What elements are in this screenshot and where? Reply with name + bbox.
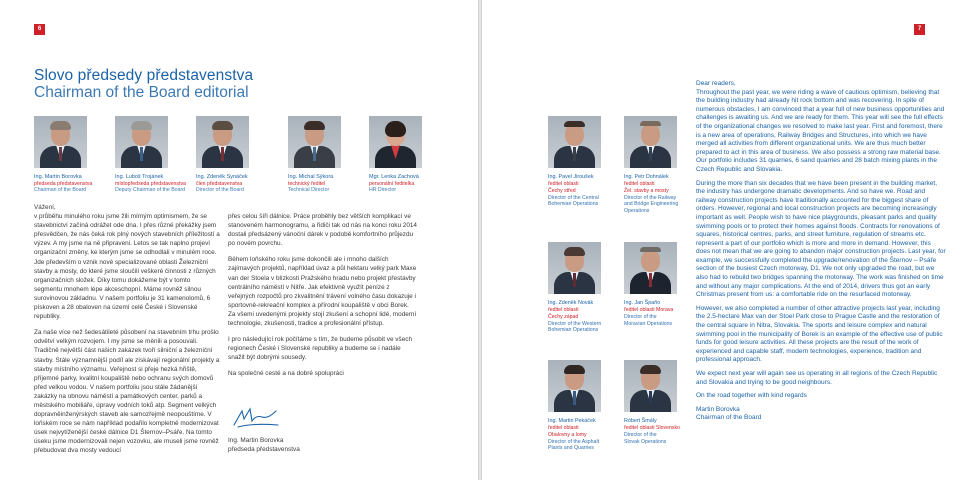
portrait-photo bbox=[548, 360, 601, 412]
director-role-en: Director of the Moravian Operations bbox=[624, 313, 673, 327]
director-role-en: Director of the Slovak Operations bbox=[624, 431, 667, 445]
member-role-cz: personální ředitelka bbox=[369, 180, 415, 187]
portrait-photo bbox=[196, 116, 249, 168]
director-2 bbox=[624, 116, 704, 215]
board-member-2 bbox=[115, 116, 205, 194]
editorial-column-1 bbox=[34, 203, 220, 456]
board-member-5 bbox=[369, 116, 459, 194]
paragraph: On the road together with kind regards bbox=[696, 392, 807, 400]
page-number-left: 6 bbox=[34, 24, 45, 35]
member-role-cz: předseda představenstva bbox=[34, 180, 93, 187]
director-role-en: Director of the Central Bohemian Operations bbox=[548, 194, 599, 208]
paragraph: However, we also completed a number of other attractive projects last year, including the 2.5-hectare Max van der Stoel Park close to Prague Castle and the restoration of the central square in Nitra, Slovakia. The sports and leisure complex and natural swimming pool in the municipality of Borek is an example of the effective use of public funds for good leisure activities. All these projects are the result of the work of experienced and capable staff, modern technologies, experience, tradition and professional approach. bbox=[696, 304, 943, 364]
member-name: Ing. Martin Borovka bbox=[34, 174, 82, 180]
page-number-right: 7 bbox=[914, 24, 925, 35]
paragraph: Vážení, v průběhu minulého roku jsme žili mírným optimismem, že se stavebnictví začíná odrážet ode dna. I přes různé překážky jsem přesvědčen, že nás čeká rok plný nových stavebních příležitostí a výzev. A my jsme na ně připraveni. Letos se tak naplno projeví organizační změny, ke kterým jsme se odhodlali v minulém roce. Jde především o vznik nové specializované oblasti Železniční stavby a mosty, do které jsme sloučili veškeré činnosti z různých organizačních složek. Díky tomu dokážeme být v tomto segmentu mnohem lépe akceschopní. Máme rovněž silnou surovinovou základnu. V našem portfoliu je 31 kamenolomů, 6 pískoven a 28 obaloven na území celé České i Slovenské republiky. bbox=[34, 204, 220, 321]
paragraph: During the more than six decades that we have been present in the building market, the industry has undergone dramatic developments. And so have we. Road and railway construction projects have traditionally accounted for the biggest share of orders. However, regional and local construction projects are becoming increasingly important as well. People wish to have nice playgrounds, pleasant parks and quality swimming pools or to protect their homes against floods. Contracts for renovations of squares, historical centres, parks, and street furniture, regulation of streams etc. represent a part of our portfolio which is more and more in demand. However, this does not mean that we are going to abandon major construction projects. Last year, for example, we successfully completed the upgrade/renovation of the Šternov – Psáře section of the busiest Czech motorway, D1. We not only upgraded the road, but we also had to rebuild two bridges spanning the motorway. The work was finished on time and without any major complications. At the end of 2014, drivers thus got an early Christmas present from us: a comfortable ride on the resurfaced motorway. bbox=[696, 179, 946, 299]
portrait-photo bbox=[34, 116, 87, 168]
member-role-en: Technical Director bbox=[288, 187, 330, 194]
director-role-cz: ředitel oblasti Žel. stavby a mosty bbox=[624, 181, 669, 194]
director-role-cz: ředitel oblasti Čechy střed bbox=[548, 181, 579, 194]
member-role-cz: technický ředitel bbox=[288, 180, 326, 187]
board-member-1 bbox=[34, 116, 124, 194]
director-role-en: Director of the Railway and Bridge Engineering Operations bbox=[624, 194, 679, 215]
director-role-en: Director of the Asphalt Plants and Quarries bbox=[548, 438, 600, 452]
member-name: Ing. Michal Sýkora bbox=[288, 174, 334, 180]
director-name: Ing. Pavel Jiroušek bbox=[548, 174, 594, 180]
signature-block: Martin Borovka Chairman of the Board bbox=[696, 405, 762, 422]
director-name: Ing. Jan Špaňo bbox=[624, 300, 661, 306]
member-role-en: HR Director bbox=[369, 187, 397, 194]
member-role-cz: člen představenstva bbox=[196, 180, 243, 187]
portrait-photo bbox=[548, 242, 601, 294]
paragraph: We expect next year will again see us operating in all regions of the Czech Republic and Slovakia and trying to be good neighbours. bbox=[696, 370, 938, 386]
director-name: Ing. Martin Pekáček bbox=[548, 418, 596, 424]
signature-role: předseda představenstva bbox=[228, 446, 300, 453]
paragraph: Během loňského roku jsme dokončili ale i mnoho dalších zajímavých projektů, například úvaz a půl hektaru velký park Maxe van der Stoela v blízkosti Pražského hradu nebo projekt přestavby centrálního náměstí v Nitře. Jak efektivně využít peníze z veřejných rozpočtů pro zkvalitnění trávení volného času dokazuje i sportovně-rekreační komplex a přírodní koupaliště v obci Borek. Za všemi uvedenými projekty stojí zkušení a schopní lidé, moderní technologie, zkušenosti, tradice a profesionální přístup. bbox=[228, 256, 417, 328]
editorial-english bbox=[696, 80, 946, 428]
portrait-photo bbox=[624, 242, 677, 294]
portrait-photo bbox=[548, 116, 601, 168]
director-1 bbox=[548, 116, 628, 208]
member-role-en: Deputy Chairman of the Board bbox=[115, 187, 186, 194]
director-role-cz: ředitel oblasti Čechy západ bbox=[548, 307, 579, 320]
director-6 bbox=[624, 360, 704, 445]
portrait-photo bbox=[624, 360, 677, 412]
director-name: Róbert Šmály bbox=[624, 418, 657, 424]
board-member-4 bbox=[288, 116, 378, 194]
paragraph: Na společné cesté a na dobré spolupráci bbox=[228, 370, 344, 378]
member-name: Ing. Zdeněk Synáček bbox=[196, 174, 248, 180]
paragraph: přes celou šíři dálnice. Práce proběhly bez větších komplikací ve stanoveném harmonogramu, a řidiči tak od nás na konci roku 2014 dostali předsázený vánoční dárek v podobě komfortního průjezdu po novém povrchu. bbox=[228, 213, 417, 248]
board-member-3 bbox=[196, 116, 286, 194]
paragraph: Za naše více než šedesátileté působení na stavebním trhu prošlo odvětví velkým rozvojem. I my jsme se měnili a posouvali. Tradičně největší část našich zakázek tvoří silniční a železniční stavby. Stále významnější podíl ale získávají regionální projekty a stavby místního významu. Veřejnost si přeje hezká hřiště, příjemné parky, kvalitní koupaliště nebo ochranu svých domovů před velkou vodou. V našem portfoliu jsou stále žádanější zakázky na obnovu náměstí a památkových center, parků a městského mobiliáře, úpravy vodních toků atp. Segment velkých dopravněinženýrských staveb ale samozřejmě neopouštíme. V loňském roce se nám například podařilo kompletně modernizovat úsek nejvytíženější české dálnice D1 Šternov–Psáře. Na tomto úseku jsme modernizovali nejen vozovku, ale museli jsme rovněž přebudovat dva mosty vedoucí bbox=[34, 329, 220, 455]
page-title-en: Chairman of the Board editorial bbox=[34, 84, 249, 101]
right-page bbox=[482, 0, 960, 480]
paragraph: I pro následující rok počítáme s tím, že budeme působit ve všech regionech České i Slovenské republiky a budeme se i nadále snažit být dobrými sousedy. bbox=[228, 336, 412, 362]
director-name: Ing. Zdeněk Novák bbox=[548, 300, 594, 306]
member-role-cz: místopředseda představenstva bbox=[115, 180, 186, 187]
member-role-en: Director of the Board bbox=[196, 187, 244, 194]
editorial-column-2 bbox=[228, 212, 418, 379]
signature-name: Ing. Martin Borovka bbox=[228, 437, 284, 444]
portrait-photo bbox=[369, 116, 422, 168]
paragraph: Dear readers, Throughout the past year, we were riding a wave of cautious optimism, believing that the building industry had already hit rock bottom and was recovering. In spite of numerous obstacles, I am convinced that a year full of new business opportunities and challenges is awaiting us. And we are ready for them. This year will see the full effects of the organizational changes we resolved to make last year. First and foremost, there is a new area of operations, Railway Bridges and Structures, into which we have merged all activities from different organizational units. We are thus much better prepared to act in this area of business. We also possess a strong raw material base. Our portfolio includes 31 quarries, 6 sand quarries and 28 batch mixing plants in the Czech Republic and Slovakia. bbox=[696, 80, 945, 173]
director-role-cz: ředitel oblasti Obalovny a lomy bbox=[548, 425, 587, 438]
portrait-photo bbox=[288, 116, 341, 168]
director-4 bbox=[624, 242, 704, 327]
handwritten-signature bbox=[232, 405, 280, 435]
page-title-cz: Slovo předsedy představenstva bbox=[34, 67, 254, 84]
director-5 bbox=[548, 360, 628, 452]
left-page bbox=[0, 0, 478, 480]
member-name: Ing. Luboš Trojánek bbox=[115, 174, 164, 180]
director-role-cz: ředitel oblasti Slovensko bbox=[624, 425, 680, 432]
director-3 bbox=[548, 242, 628, 334]
portrait-photo bbox=[624, 116, 677, 168]
member-name: Mgr. Lenka Zachová bbox=[369, 174, 419, 180]
member-role-en: Chairman of the Board bbox=[34, 187, 87, 194]
director-role-en: Director of the Western Bohemian Operations bbox=[548, 320, 602, 334]
portrait-photo bbox=[115, 116, 168, 168]
director-role-cz: ředitel oblasti Morava bbox=[624, 307, 674, 314]
director-name: Ing. Petr Dohnálek bbox=[624, 174, 669, 180]
